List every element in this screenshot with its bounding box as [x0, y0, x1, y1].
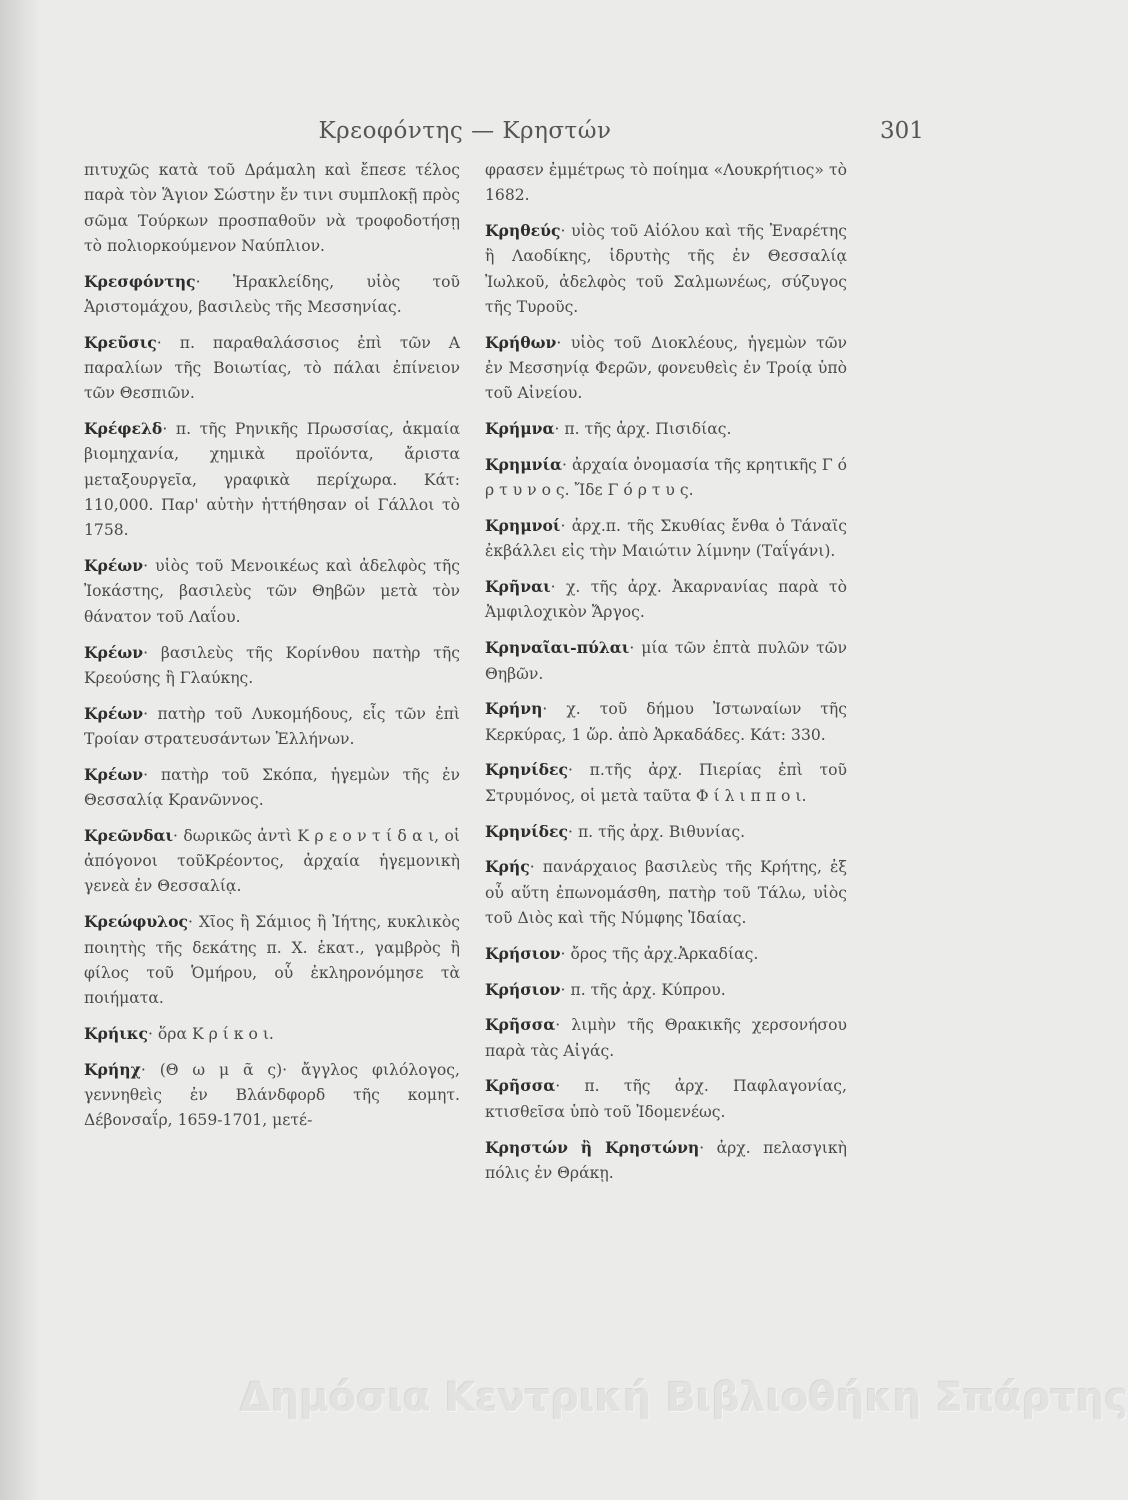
entry-headword: Κρεσφόντης [84, 271, 196, 291]
entry-headword: Κρήσιον [485, 979, 561, 999]
dictionary-entry: Κρηνίδες· π. τῆς ἀρχ. Βιθυνίας. [485, 821, 746, 841]
entry-text: π.τῆς ἀρχ. Πιερίας ἐπὶ τοῦ Στρυμόνος, οἱ μετὰ ταῦτα Φ ί λ ι π π ο ι. [485, 761, 847, 805]
entry-headword: Κρέφελδ [84, 419, 163, 439]
entry-text: π. τῆς ἀρχ. Παφλαγονίας, κτισθεῖσα ὑπὸ τοῦ Ἰδομενέως. [485, 1077, 847, 1121]
entry-text: π. τῆς ἀρχ. Κύπρου. [570, 980, 726, 999]
dictionary-entry: Κρήηχ· (Θ ω μ ᾶ ς)· ἄγγλος φιλόλογος, γεννηθεὶς ἐν Βλάνδφορδ τῆς κομητ. Δέβονσαΐρ, 1659-1701, μετέ- [84, 1059, 460, 1130]
dictionary-entry: Κρεῶνδαι· δωρικῶς ἀντὶ Κ ρ ε ο ν τ ί δ α ι, οἱ ἀπόγονοι τοῦΚρέοντος, ἀρχαία ἡγεμονικὴ γενεὰ ἐν Θεσσαλίᾳ. [84, 825, 461, 896]
entry-headword: Κρέων [84, 703, 144, 723]
entry-headword: Κρηνίδες [485, 760, 569, 780]
entry-text: Χῖος ἢ Σάμιος ἢ Ἰήτης, κυκλικὸς ποιητὴς τῆς δεκάτης π. Χ. ἑκατ., γαμβρὸς ἢ φίλος τοῦ Ὁμήρου, οὗ ἐκληρονόμησε τὰ ποιήματα. [84, 913, 460, 1008]
entry-text: υἱὸς τοῦ Διοκλέους, ἡγεμὼν τῶν ἐν Μεσσηνίᾳ Φερῶν, φονευθεὶς ἐν Τροίᾳ ὑπὸ τοῦ Αἰνείου. [485, 333, 847, 403]
entry-text: (Θ ω μ ᾶ ς)· ἄγγλος φιλόλογος, γεννηθεὶς ἐν Βλάνδφορδ τῆς κομητ. Δέβονσαΐρ, 1659-1701, μετέ- [84, 1060, 460, 1130]
entry-headword: Κρήνη [485, 699, 543, 719]
entry-headword: Κρημνοί [485, 516, 561, 536]
dictionary-entry: Κρέων· πατὴρ τοῦ Λυκομήδους, εἷς τῶν ἐπὶ Τροίαν στρατευσάντων Ἑλλήνων. [84, 703, 460, 748]
entry-text: χ. τοῦ δήμου Ἰστωναίων τῆς Κερκύρας, 1 ὥρ. ἀπὸ Ἀρκαδάδες. Κάτ: 330. [485, 700, 847, 744]
dictionary-entry: Κρήικς· ὅρα Κ ρ ί κ ο ι. [84, 1023, 274, 1043]
entry-headword: Κρήηχ [84, 1059, 141, 1079]
entry-headword: Κρημνία [485, 454, 563, 474]
entry-headword: Κρεῶνδαι [84, 825, 174, 845]
entry-text: ἀρχ. πελασγικὴ πόλις ἐν Θράκῃ. [485, 1138, 848, 1182]
entry-text: π. τῆς Ρηνικῆς Πρωσσίας, ἀκμαία βιομηχανία, χημικὰ προϊόντα, ἄριστα μεταξουργεῖα, γραφικὰ περίχωρα. Κάτ: 110,000. Παρ' αὐτὴν ἡττήθησαν οἱ Γάλλοι τὸ 1758. [84, 420, 460, 540]
entry-text: πιτυχῶς κατὰ τοῦ Δράμαλη καὶ ἔπεσε τέλος παρὰ τὸν Ἅγιον Σώστην ἔν τινι συμπλοκῇ πρὸς σῶμα Τούρκων προσπαθοῦν νὰ τροφοδοτήσῃ τὸ πολιορκούμενον Ναύπλιον. [84, 161, 460, 255]
entry-headword: Κρῆσσα [485, 1076, 556, 1096]
dictionary-entry: Κρέων· πατὴρ τοῦ Σκόπα, ἡγεμὼν τῆς ἐν Θεσσαλίᾳ Κρανῶννος. [84, 764, 460, 810]
entry-text: πατὴρ τοῦ Λυκομήδους, εἷς τῶν ἐπὶ Τροίαν στρατευσάντων Ἑλλήνων. [84, 704, 460, 748]
dictionary-entry [84, 158, 460, 259]
right-column [485, 158, 847, 1196]
dictionary-entry: Κρημνοί· ἀρχ.π. τῆς Σκυθίας ἔνθα ὁ Τάναϊς ἐκβάλλει εἰς τὴν Μαιώτιν λίμνην (Ταΐγάνι). [485, 516, 847, 561]
entry-headword: Κρηναῖαι-πύλαι [485, 638, 630, 658]
entry-headword: Κρήικς [84, 1023, 148, 1043]
entry-headword: Κρέων [84, 556, 144, 576]
entry-text: π. παραθαλάσσιος ἐπὶ τῶν Α παραλίων τῆς Βοιωτίας, τὸ πάλαι ἐπίνειον τῶν Θεσπιῶν. [84, 333, 460, 403]
entry-text: πανάρχαιος βασιλεὺς τῆς Κρήτης, ἐξ οὗ αὕτη ἐπωνομάσθη, πατὴρ τοῦ Τάλω, υἱὸς τοῦ Διὸς καὶ τῆς Νύμφης Ἰδαίας. [485, 858, 847, 927]
entry-headword: Κρῆναι [485, 577, 551, 597]
entry-headword: Κρηθεύς [485, 221, 561, 241]
entry-text: ὅρα Κ ρ ί κ ο ι. [157, 1024, 274, 1043]
entry-text: υἱὸς τοῦ Μενοικέως καὶ ἀδελφὸς τῆς Ἰοκάστης, βασιλεὺς τῶν Θηβῶν μετὰ τὸν θάνατον τοῦ Λαΐου. [84, 557, 460, 626]
entry-text: μία τῶν ἑπτὰ πυλῶν τῶν Θηβῶν. [485, 639, 847, 683]
entry-headword: Κρήμνα [485, 419, 555, 439]
entry-text: πατὴρ τοῦ Σκόπα, ἡγεμὼν τῆς ἐν Θεσσαλίᾳ Κρανῶννος. [84, 765, 460, 810]
dictionary-entry: Κρέων· βασιλεὺς τῆς Κορίνθου πατὴρ τῆς Κρεούσης ἢ Γλαύκης. [84, 642, 460, 687]
dictionary-entry: Κρέφελδ· π. τῆς Ρηνικῆς Πρωσσίας, ἀκμαία βιομηχανία, χημικὰ προϊόντα, ἄριστα μεταξουργεῖα, γραφικὰ περίχωρα. Κάτ: 110,000. Παρ' αὐτὴν ἡττήθησαν οἱ Γάλλοι τὸ 1758. [84, 419, 460, 540]
dictionary-entry: Κρῆσσα· λιμὴν τῆς Θρακικῆς χερσονήσου παρὰ τὰς Αἰγάς. [485, 1015, 847, 1060]
left-column [84, 158, 460, 1143]
dictionary-entry [485, 158, 847, 209]
dictionary-entry: Κρεῦσις· π. παραθαλάσσιος ἐπὶ τῶν Α παραλίων τῆς Βοιωτίας, τὸ πάλαι ἐπίνειον τῶν Θεσπιῶν. [84, 332, 460, 403]
entry-text: υἱὸς τοῦ Αἰόλου καὶ τῆς Ἐναρέτης ἢ Λαοδίκης, ἱδρυτὴς τῆς ἐν Θεσσαλίᾳ Ἰωλκοῦ, ἀδελφὸς τοῦ Σαλμωνέως, σύζυγος τῆς Τυροῦς. [485, 222, 847, 316]
entry-text: ἀρχ.π. τῆς Σκυθίας ἔνθα ὁ Τάναϊς ἐκβάλλει εἰς τὴν Μαιώτιν λίμνην (Ταΐγάνι). [485, 517, 847, 561]
entry-text: χ. τῆς ἀρχ. Ἀκαρνανίας παρὰ τὸ Ἀμφιλοχικὸν Ἄργος. [485, 578, 847, 622]
dictionary-entry: Κρηνίδες· π.τῆς ἀρχ. Πιερίας ἐπὶ τοῦ Στρυμόνος, οἱ μετὰ ταῦτα Φ ί λ ι π π ο ι. [485, 760, 847, 805]
entry-text: ὄρος τῆς ἀρχ.Ἀρκαδίας. [570, 944, 759, 963]
entry-headword: Κρέων [84, 642, 144, 662]
entry-text: βασιλεὺς τῆς Κορίνθου πατὴρ τῆς Κρεούσης ἢ Γλαύκης. [84, 643, 460, 687]
entry-headword: Κρηστών ἢ Κρηστώνη [485, 1137, 700, 1157]
library-watermark: Δημόσια Κεντρική Βιβλιοθήκη Σπάρτης [240, 1375, 1128, 1421]
dictionary-entry: Κρέων· υἱὸς τοῦ Μενοικέως καὶ ἀδελφὸς τῆς Ἰοκάστης, βασιλεὺς τῶν Θηβῶν μετὰ τὸν θάνατον τοῦ Λαΐου. [84, 556, 460, 626]
dictionary-entry: Κρήσιον· π. τῆς ἀρχ. Κύπρου. [485, 979, 726, 999]
entry-headword: Κρηνίδες [485, 821, 569, 841]
dictionary-entry: Κρῆναι· χ. τῆς ἀρχ. Ἀκαρνανίας παρὰ τὸ Ἀμφιλοχικὸν Ἄργος. [485, 577, 847, 622]
running-header: Κρεοφόντης — Κρηστών [318, 118, 612, 144]
dictionary-entry: Κρῆσσα· π. τῆς ἀρχ. Παφλαγονίας, κτισθεῖσα ὑπὸ τοῦ Ἰδομενέως. [485, 1076, 847, 1121]
entry-text: ἀρχαία ὀνομασία τῆς κρητικῆς Γ ό ρ τ υ ν ο ς. Ἴδε Γ ό ρ τ υ ς. [485, 455, 848, 500]
dictionary-entry: Κρημνία· ἀρχαία ὀνομασία τῆς κρητικῆς Γ ό ρ τ υ ν ο ς. Ἴδε Γ ό ρ τ υ ς. [485, 454, 848, 500]
entry-headword: Κρέων [84, 764, 144, 784]
dictionary-entry: Κρεώφυλος· Χῖος ἢ Σάμιος ἢ Ἰήτης, κυκλικὸς ποιητὴς τῆς δεκάτης π. Χ. ἑκατ., γαμβρὸς ἢ φίλος τοῦ Ὁμήρου, οὗ ἐκληρονόμησε τὰ ποιήματα. [84, 912, 460, 1008]
entry-text: λιμὴν τῆς Θρακικῆς χερσονήσου παρὰ τὰς Αἰγάς. [485, 1016, 847, 1060]
entry-text: φρασεν ἐμμέτρως τὸ ποίημα «Λουκρήτιος» τὸ 1682. [485, 161, 847, 205]
entry-text: Ἡρακλείδης, υἱὸς τοῦ Ἀριστομάχου, βασιλεὺς τῆς Μεσσηνίας. [84, 272, 460, 316]
dictionary-entry: Κρηθεύς· υἱὸς τοῦ Αἰόλου καὶ τῆς Ἐναρέτης ἢ Λαοδίκης, ἱδρυτὴς τῆς ἐν Θεσσαλίᾳ Ἰωλκοῦ, ἀδελφὸς τοῦ Σαλμωνέως, σύζυγος τῆς Τυροῦς. [485, 221, 847, 316]
dictionary-entry: Κρεσφόντης· Ἡρακλείδης, υἱὸς τοῦ Ἀριστομάχου, βασιλεὺς τῆς Μεσσηνίας. [84, 271, 460, 316]
dictionary-entry: Κρήσιον· ὄρος τῆς ἀρχ.Ἀρκαδίας. [485, 943, 759, 963]
entry-headword: Κρῆσσα [485, 1015, 556, 1035]
dictionary-entry: Κρήθων· υἱὸς τοῦ Διοκλέους, ἡγεμὼν τῶν ἐν Μεσσηνίᾳ Φερῶν, φονευθεὶς ἐν Τροίᾳ ὑπὸ τοῦ Αἰνείου. [485, 332, 847, 403]
dictionary-entry: Κρηστών ἢ Κρηστώνη· ἀρχ. πελασγικὴ πόλις ἐν Θράκῃ. [485, 1137, 848, 1182]
page-edge-shadow [0, 0, 40, 1500]
entry-headword: Κρεώφυλος [84, 912, 189, 932]
entry-headword: Κρήθων [485, 332, 557, 352]
dictionary-entry: Κρής· πανάρχαιος βασιλεὺς τῆς Κρήτης, ἐξ οὗ αὕτη ἐπωνομάσθη, πατὴρ τοῦ Τάλω, υἱὸς τοῦ Διὸς καὶ τῆς Νύμφης Ἰδαίας. [485, 857, 847, 927]
entry-text: π. τῆς ἀρχ. Βιθυνίας. [577, 822, 746, 841]
entry-text: δωρικῶς ἀντὶ Κ ρ ε ο ν τ ί δ α ι, οἱ ἀπόγονοι τοῦΚρέοντος, ἀρχαία ἡγεμονικὴ γενεὰ ἐν Θεσσαλίᾳ. [84, 826, 461, 896]
entry-headword: Κρήσιον [485, 943, 561, 963]
dictionary-entry: Κρήμνα· π. τῆς ἀρχ. Πισιδίας. [485, 419, 732, 439]
page-number: 301 [880, 118, 924, 144]
entry-text: π. τῆς ἀρχ. Πισιδίας. [564, 420, 732, 439]
entry-headword: Κρής [485, 857, 530, 877]
dictionary-entry: Κρήνη· χ. τοῦ δήμου Ἰστωναίων τῆς Κερκύρας, 1 ὥρ. ἀπὸ Ἀρκαδάδες. Κάτ: 330. [485, 699, 847, 744]
dictionary-entry: Κρηναῖαι-πύλαι· μία τῶν ἑπτὰ πυλῶν τῶν Θηβῶν. [485, 638, 847, 683]
entry-headword: Κρεῦσις [84, 332, 157, 352]
